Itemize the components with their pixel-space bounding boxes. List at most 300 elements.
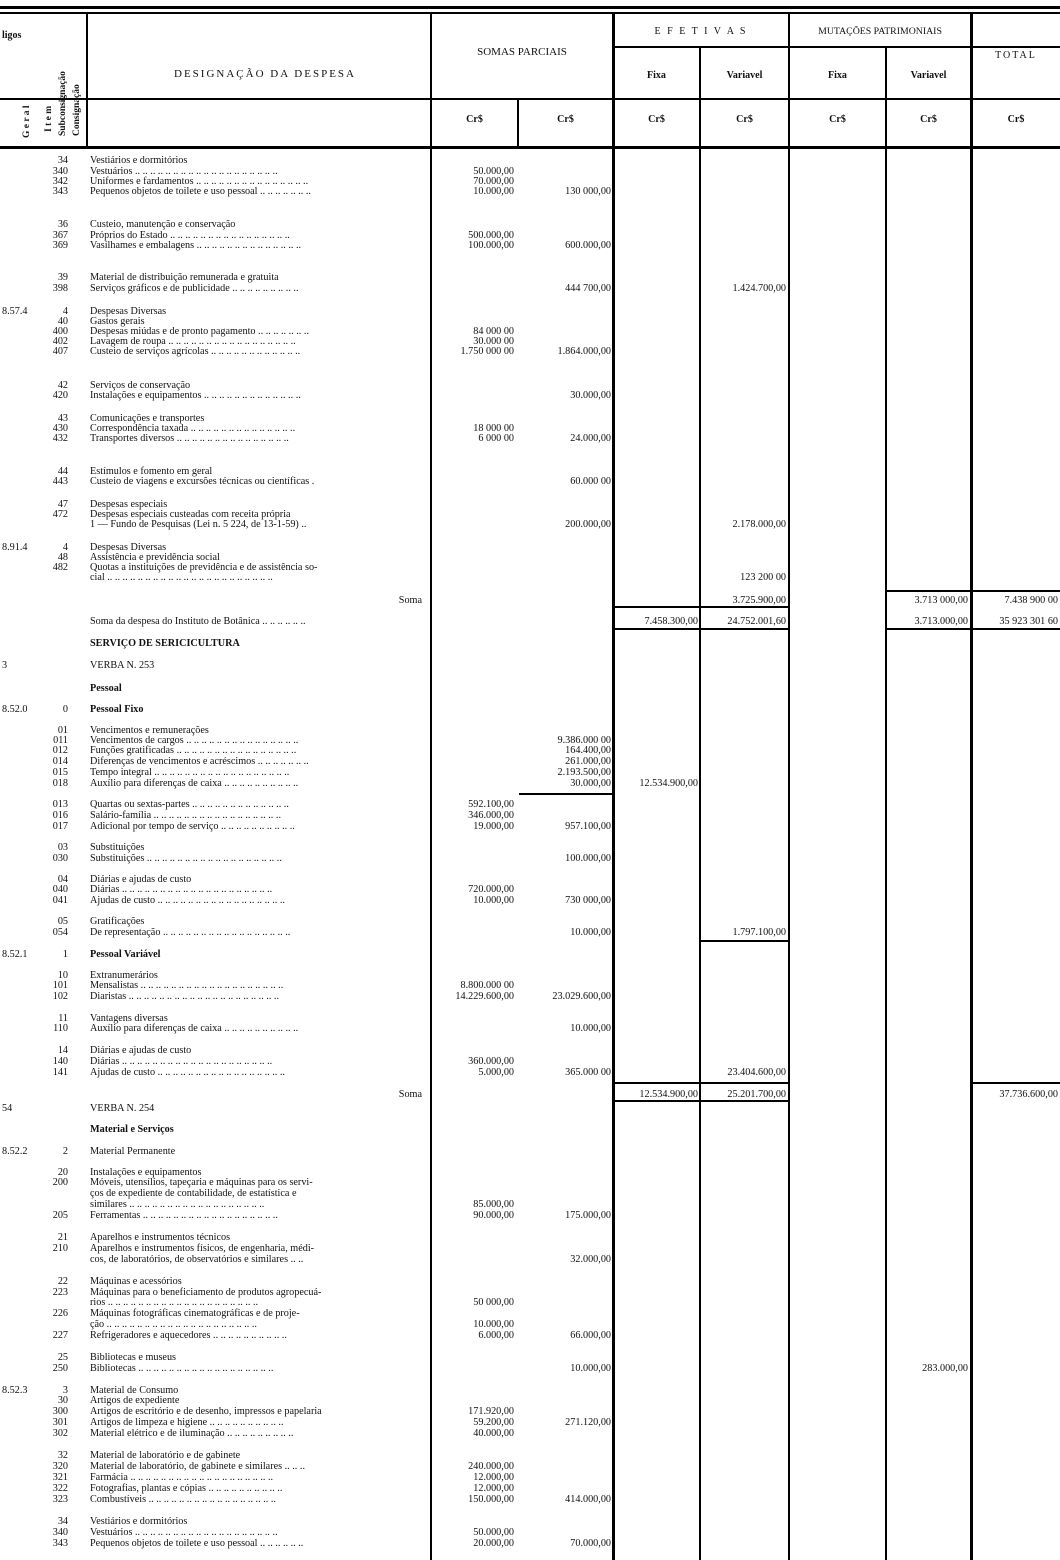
table-row (0, 1188, 1060, 1199)
cell-p2: 32.000,00 (570, 1254, 611, 1265)
cell-desc: Vestiários e dormitórios (90, 155, 188, 166)
cell-desc: Artigos de limpeza e higiene .. .. .. .. .. .. .. .. .. .. (90, 1417, 284, 1428)
table-row (0, 991, 1060, 1002)
header-bottom-border (0, 146, 1060, 149)
table-row (0, 219, 1060, 230)
cell-code: 4 (62, 542, 68, 553)
cell-p2: 23.029.600,00 (552, 991, 611, 1002)
table-row (0, 842, 1060, 853)
cell-code: 04 (57, 874, 68, 885)
cell-code: 407 (52, 346, 68, 357)
codigos-header: ligos (2, 30, 22, 41)
cell-code: 250 (52, 1363, 68, 1374)
cell-right: Soma (398, 1089, 422, 1100)
cell-p1: 85.000,00 (473, 1199, 514, 1210)
cell-ev: 3.725.900,00 (732, 595, 786, 606)
cell-code: 054 (52, 927, 68, 938)
cell-code: 367 (52, 230, 68, 241)
cell-code: 321 (52, 1472, 68, 1483)
cell-geral: 8.52.2 (2, 1146, 28, 1157)
cell-p2: 271.120,00 (565, 1417, 611, 1428)
table-row (0, 240, 1060, 251)
cell-code: 014 (52, 756, 68, 767)
cell-desc: Despesas especiais (90, 499, 168, 510)
table-row (0, 346, 1060, 357)
cell-p1: 592.100,00 (468, 799, 514, 810)
cell-code: 016 (52, 810, 68, 821)
table-row (0, 476, 1060, 487)
cell-code: 25 (57, 1352, 68, 1363)
table-row (0, 1308, 1060, 1319)
table-row (0, 1276, 1060, 1287)
cell-desc: Funções gratificadas .. .. .. .. .. .. .. .. .. .. .. .. .. .. .. .. (90, 745, 297, 756)
cell-p2: 730 000,00 (565, 895, 611, 906)
table-row (0, 283, 1060, 294)
total-header: TOTAL (995, 50, 1037, 61)
cell-p2: 30.000,00 (570, 778, 611, 789)
top-border-inner (0, 12, 1060, 14)
cell-p1: 500.000,00 (468, 230, 514, 241)
table-row (0, 745, 1060, 756)
cell-desc: Despesas Diversas (90, 542, 167, 553)
cell-p2: 70.000,00 (570, 1538, 611, 1549)
cell-p1: 70.000,00 (473, 176, 514, 187)
cell-p1: 6 000 00 (478, 433, 514, 444)
cell-p1: 240.000,00 (468, 1461, 514, 1472)
cell-code: 42 (57, 380, 68, 391)
table-row (0, 884, 1060, 895)
cell-p2: 30.000,00 (570, 390, 611, 401)
cell-geral: 8.52.1 (2, 949, 28, 960)
table-row (0, 272, 1060, 283)
cell-p1: 20.000,00 (473, 1538, 514, 1549)
table-row (0, 1406, 1060, 1417)
designacao-header: DESIGNAÇÃO DA DESPESA (174, 68, 356, 80)
cell-desc: Substituições .. .. .. .. .. .. .. .. .. .. .. .. .. .. .. .. .. .. (90, 853, 282, 864)
cell-desc: Estímulos e fomento em geral (90, 466, 213, 477)
cell-desc: Comunicações e transportes (90, 413, 205, 424)
cell-p1: 50.000,00 (473, 166, 514, 177)
cell-desc: Assistência e previdência social (90, 552, 220, 563)
cell-desc: Pequenos objetos de toilete e uso pessoal .. .. .. .. .. .. .. (90, 186, 311, 197)
table-row (0, 1199, 1060, 1210)
cell-code: 140 (52, 1056, 68, 1067)
table-row (0, 1330, 1060, 1341)
cell-desc: cos, de laboratórios, de observatórios e similares .. .. (90, 1254, 304, 1265)
table-row (0, 638, 1060, 649)
cell-ev: 24.752.001,60 (727, 616, 786, 627)
cell-mv: 283.000,00 (922, 1363, 968, 1374)
cell-code: 030 (52, 853, 68, 864)
cell-p2: 2.193.500,00 (557, 767, 611, 778)
cell-code: 05 (57, 916, 68, 927)
cell-code: 343 (52, 1538, 68, 1549)
cell-desc: Instalações e equipamentos (90, 1167, 202, 1178)
cell-desc: 1 — Fundo de Pesquisas (Lei n. 5 224, de 13-1-59) .. (90, 519, 307, 530)
mutacoes-header: MUTAÇÕES PATRIMONIAIS (818, 26, 942, 37)
efetivas-fixa-header: Fixa (647, 70, 666, 81)
cell-desc: Uniformes e fardamentos .. .. .. .. .. .. .. .. .. .. .. .. .. .. .. (90, 176, 309, 187)
table-row (0, 572, 1060, 583)
cell-desc: Material elétrico e de iluminação .. .. .. .. .. .. .. .. .. (90, 1428, 294, 1439)
cell-desc: Auxílio para diferenças de caixa .. .. .. .. .. .. .. .. .. .. (90, 1023, 299, 1034)
cell-desc: Pessoal (90, 683, 122, 694)
cell-p1: 360.000,00 (468, 1056, 514, 1067)
geral-header: G e r a l (22, 105, 32, 138)
cell-p2: 10.000,00 (570, 1023, 611, 1034)
cell-p1: 12.000,00 (473, 1483, 514, 1494)
cell-desc: Custeio de serviços agrícolas .. .. .. .. .. .. .. .. .. .. .. .. (90, 346, 301, 357)
cell-code: 1 (62, 949, 68, 960)
cell-desc: Fotografias, plantas e cópias .. .. .. .. .. .. .. .. .. .. (90, 1483, 283, 1494)
cell-desc: VERBA N. 254 (90, 1103, 155, 1114)
cell-desc: Material de distribuição remunerada e gratuita (90, 272, 279, 283)
table-row (0, 778, 1060, 789)
cell-p2: 365.000 00 (565, 1067, 611, 1078)
table-row (0, 390, 1060, 401)
top-border (0, 6, 1060, 9)
table-row (0, 756, 1060, 767)
cell-p1: 100.000,00 (468, 240, 514, 251)
cell-code: 017 (52, 821, 68, 832)
currency-mutacoes-fixa: Cr$ (829, 114, 846, 125)
cell-desc: De representação .. .. .. .. .. .. .. .. .. .. .. .. .. .. .. .. .. (90, 927, 291, 938)
cell-code: 48 (57, 552, 68, 563)
cell-code: 012 (52, 745, 68, 756)
cell-desc: Adicional por tempo de serviço .. .. .. .. .. .. .. .. .. .. (90, 821, 295, 832)
cell-ev: 23.404.600,00 (727, 1067, 786, 1078)
table-row (0, 519, 1060, 530)
table-row (0, 1297, 1060, 1308)
sum-rule (612, 1082, 788, 1084)
cell-code: 430 (52, 423, 68, 434)
cell-desc: Diárias e ajudas de custo (90, 1045, 192, 1056)
currency-partial-2: Cr$ (557, 114, 574, 125)
cell-desc: Bibliotecas e museus (90, 1352, 177, 1363)
table-row (0, 1067, 1060, 1078)
cell-desc: Diárias .. .. .. .. .. .. .. .. .. .. .. .. .. .. .. .. .. .. .. .. (90, 884, 273, 895)
table-row (0, 1417, 1060, 1428)
cell-desc: Próprios do Estado .. .. .. .. .. .. .. .. .. .. .. .. .. .. .. .. (90, 230, 290, 241)
cell-code: 323 (52, 1494, 68, 1505)
cell-code: 402 (52, 336, 68, 347)
currency-efetivas-variavel: Cr$ (736, 114, 753, 125)
table-row (0, 1254, 1060, 1265)
cell-desc: Diaristas .. .. .. .. .. .. .. .. .. .. .. .. .. .. .. .. .. .. .. .. (90, 991, 280, 1002)
cell-desc: Farmácia .. .. .. .. .. .. .. .. .. .. .. .. .. .. .. .. .. .. .. (90, 1472, 274, 1483)
table-row (0, 1056, 1060, 1067)
sum-rule (970, 590, 1060, 592)
cell-code: 141 (52, 1067, 68, 1078)
cell-code: 227 (52, 1330, 68, 1341)
cell-desc: Correspondência taxada .. .. .. .. .. .. .. .. .. .. .. .. .. .. (90, 423, 296, 434)
cell-desc: Bibliotecas .. .. .. .. .. .. .. .. .. .. .. .. .. .. .. .. .. .. (90, 1363, 274, 1374)
cell-p1: 10.000,00 (473, 1319, 514, 1330)
cell-code: 40 (57, 316, 68, 327)
sum-rule (970, 628, 1060, 630)
cell-p1: 18 000 00 (473, 423, 514, 434)
cell-code: 210 (52, 1243, 68, 1254)
cell-desc: Aparelhos e instrumentos técnicos (90, 1232, 231, 1243)
cell-p1: 720.000,00 (468, 884, 514, 895)
cell-desc: Tempo integral .. .. .. .. .. .. .. .. .. .. .. .. .. .. .. .. .. .. (90, 767, 290, 778)
cell-code: 301 (52, 1417, 68, 1428)
cell-desc: Material de laboratório, de gabinete e similares .. .. .. (90, 1461, 305, 1472)
cell-desc: Pessoal Fixo (90, 704, 144, 715)
table-row (0, 916, 1060, 927)
cell-geral: 8.52.3 (2, 1385, 28, 1396)
cell-total: 7.438 900 00 (1004, 595, 1058, 606)
table-row (0, 683, 1060, 694)
consignacao-header: Consignação (72, 84, 82, 136)
cell-p1: 6.000,00 (478, 1330, 514, 1341)
cell-p2: 60.000 00 (570, 476, 611, 487)
cell-desc: Pessoal Variável (90, 949, 161, 960)
table-row (0, 980, 1060, 991)
cell-desc: Artigos de expediente (90, 1395, 180, 1406)
cell-p1: 84 000 00 (473, 326, 514, 337)
cell-code: 14 (57, 1045, 68, 1056)
table-row (0, 1516, 1060, 1527)
table-row (0, 186, 1060, 197)
cell-code: 320 (52, 1461, 68, 1472)
somas-parciais-header: SOMAS PARCIAIS (477, 46, 567, 58)
cell-desc: Gratificações (90, 916, 145, 927)
cell-ef: 7.458.300,00 (644, 616, 698, 627)
cell-desc: Serviços de conservação (90, 380, 191, 391)
cell-code: 47 (57, 499, 68, 510)
cell-code: 21 (57, 1232, 68, 1243)
cell-code: 343 (52, 186, 68, 197)
table-row (0, 1395, 1060, 1406)
table-row (0, 949, 1060, 960)
cell-code: 302 (52, 1428, 68, 1439)
cell-ev: 25.201.700,00 (727, 1089, 786, 1100)
efetivas-variavel-header: Variavel (726, 70, 763, 81)
cell-ev: 2.178.000,00 (732, 519, 786, 530)
cell-code: 223 (52, 1287, 68, 1298)
cell-p1: 5.000,00 (478, 1067, 514, 1078)
cell-p1: 10.000,00 (473, 895, 514, 906)
cell-p2: 9.386.000 00 (557, 735, 611, 746)
cell-desc: Vencimentos e remunerações (90, 725, 209, 736)
cell-p2: 130 000,00 (565, 186, 611, 197)
cell-code: 472 (52, 509, 68, 520)
cell-ev: 123 200 00 (740, 572, 786, 583)
cell-code: 03 (57, 842, 68, 853)
cell-code: 20 (57, 1167, 68, 1178)
cell-code: 443 (52, 476, 68, 487)
cell-code: 44 (57, 466, 68, 477)
cell-right: Soma (398, 595, 422, 606)
cell-code: 041 (52, 895, 68, 906)
cell-desc: Máquinas fotográficas cinematográficas e de proje- (90, 1308, 300, 1319)
table-row (0, 1146, 1060, 1157)
table-row (0, 1352, 1060, 1363)
sum-rule (612, 606, 788, 608)
cell-desc: Serviços gráficos e de publicidade .. .. .. .. .. .. .. .. .. (90, 283, 299, 294)
table-row (0, 799, 1060, 810)
table-row (0, 1483, 1060, 1494)
cell-code: 040 (52, 884, 68, 895)
table-row (0, 1124, 1060, 1135)
table-row (0, 810, 1060, 821)
table-row (0, 821, 1060, 832)
cell-code: 015 (52, 767, 68, 778)
cell-desc: Vasilhames e embalagens .. .. .. .. .. .. .. .. .. .. .. .. .. .. (90, 240, 302, 251)
cell-ev: 1.424.700,00 (732, 283, 786, 294)
table-row (0, 660, 1060, 671)
cell-code: 3 (62, 1385, 68, 1396)
cell-p1: 171.920,00 (468, 1406, 514, 1417)
cell-p2: 200.000,00 (565, 519, 611, 530)
cell-code: 369 (52, 240, 68, 251)
cell-code: 340 (52, 166, 68, 177)
currency-partial-1: Cr$ (466, 114, 483, 125)
cell-code: 34 (57, 155, 68, 166)
cell-desc: Lavagem de roupa .. .. .. .. .. .. .. .. .. .. .. .. .. .. .. .. .. (90, 336, 296, 347)
table-row (0, 155, 1060, 166)
cell-p2: 10.000,00 (570, 927, 611, 938)
mutacoes-fixa-header: Fixa (828, 70, 847, 81)
table-row (0, 1023, 1060, 1034)
cell-p1: 8.800.000 00 (460, 980, 514, 991)
cell-desc: Transportes diversos .. .. .. .. .. .. .. .. .. .. .. .. .. .. .. (90, 433, 289, 444)
cell-code: 205 (52, 1210, 68, 1221)
header-currency-divider (0, 98, 1060, 100)
sum-rule (885, 590, 970, 592)
cell-p1: 59.200,00 (473, 1417, 514, 1428)
table-row (0, 1243, 1060, 1254)
cell-code: 101 (52, 980, 68, 991)
table-row (0, 1450, 1060, 1461)
cell-desc: Material de Consumo (90, 1385, 179, 1396)
cell-p1: 40.000,00 (473, 1428, 514, 1439)
cell-desc: Máquinas e acessórios (90, 1276, 182, 1287)
cell-desc: rios .. .. .. .. .. .. .. .. .. .. .. .. .. .. .. .. .. .. .. .. (90, 1297, 259, 1308)
cell-p2: 414.000,00 (565, 1494, 611, 1505)
cell-code: 011 (53, 735, 68, 746)
table-row (0, 1177, 1060, 1188)
sum-rule (612, 1100, 788, 1102)
item-header: I t e m (44, 105, 54, 132)
table-row (0, 616, 1060, 627)
subconsignacao-header: Subconsignação (58, 71, 68, 136)
cell-code: 400 (52, 326, 68, 337)
cell-desc: Vestiários e dormitórios (90, 1516, 188, 1527)
table-row (0, 853, 1060, 864)
cell-desc: Extranumerários (90, 970, 158, 981)
cell-desc: Pequenos objetos de toilete e uso pessoal .. .. .. .. .. .. (90, 1538, 304, 1549)
efetivas-header: E F E T I V A S (654, 26, 748, 37)
cell-p2: 100.000,00 (565, 853, 611, 864)
cell-desc: Material de laboratório e de gabinete (90, 1450, 241, 1461)
cell-code: 102 (52, 991, 68, 1002)
cell-p2: 444 700,00 (565, 283, 611, 294)
cell-desc: Diárias .. .. .. .. .. .. .. .. .. .. .. .. .. .. .. .. .. .. .. .. (90, 1056, 273, 1067)
currency-total: Cr$ (1007, 114, 1025, 125)
cell-code: 0 (62, 704, 68, 715)
cell-p2: 1.864.000,00 (557, 346, 611, 357)
cell-p2: 10.000,00 (570, 1363, 611, 1374)
cell-desc: Salário-família .. .. .. .. .. .. .. .. .. .. .. .. .. .. .. .. .. (90, 810, 281, 821)
cell-code: 110 (53, 1023, 68, 1034)
cell-p2: 261.000,00 (565, 756, 611, 767)
cell-desc: Substituições (90, 842, 145, 853)
cell-desc: ção .. .. .. .. .. .. .. .. .. .. .. .. .. .. .. .. .. .. .. .. (90, 1319, 257, 1330)
cell-code: 43 (57, 413, 68, 424)
cell-desc: Diferenças de vencimentos e acréscimos .. .. .. .. .. .. .. (90, 756, 309, 767)
currency-mutacoes-variavel: Cr$ (920, 114, 937, 125)
cell-p1: 90.000,00 (473, 1210, 514, 1221)
cell-ef: 12.534.900,00 (639, 1089, 698, 1100)
cell-code: 39 (57, 272, 68, 283)
table-row (0, 1089, 1060, 1100)
table-row (0, 1494, 1060, 1505)
sum-rule (612, 628, 788, 630)
cell-p1: 30.000 00 (473, 336, 514, 347)
cell-code: 013 (52, 799, 68, 810)
cell-code: 32 (57, 1450, 68, 1461)
cell-desc: Material Permanente (90, 1146, 176, 1157)
cell-desc: Vencimentos de cargos .. .. .. .. .. .. .. .. .. .. .. .. .. .. .. (90, 735, 299, 746)
cell-code: 10 (57, 970, 68, 981)
table-row (0, 595, 1060, 606)
cell-desc: ços de expediente de contabilidade, de estatística e (90, 1188, 297, 1199)
cell-geral: 54 (2, 1103, 13, 1114)
sum-rule (519, 793, 612, 795)
cell-desc: Quotas a instituições de previdência e de assistência so- (90, 562, 318, 573)
cell-desc: Artigos de escritório e de desenho, impressos e papelaria (90, 1406, 322, 1417)
table-row (0, 1527, 1060, 1538)
cell-desc: Ajudas de custo .. .. .. .. .. .. .. .. .. .. .. .. .. .. .. .. .. (90, 1067, 285, 1078)
cell-code: 018 (52, 778, 68, 789)
cell-desc: Custeio, manutenção e conservação (90, 219, 236, 230)
cell-desc: SERVIÇO DE SERICICULTURA (90, 638, 240, 649)
cell-p1: 50 000,00 (473, 1297, 514, 1308)
table-row (0, 1210, 1060, 1221)
table-row (0, 1103, 1060, 1114)
cell-code: 11 (58, 1013, 68, 1024)
cell-desc: Instalações e equipamentos .. .. .. .. .. .. .. .. .. .. .. .. .. (90, 390, 301, 401)
table-row (0, 433, 1060, 444)
cell-geral: 3 (2, 660, 8, 671)
cell-desc: Quartas ou sextas-partes .. .. .. .. .. .. .. .. .. .. .. .. .. (90, 799, 289, 810)
table-row (0, 1472, 1060, 1483)
cell-p2: 600.000,00 (565, 240, 611, 251)
cell-desc: Auxílio para diferenças de caixa .. .. .. .. .. .. .. .. .. .. (90, 778, 299, 789)
cell-p1: 12.000,00 (473, 1472, 514, 1483)
cell-code: 432 (52, 433, 68, 444)
cell-mv: 3.713.000,00 (914, 616, 968, 627)
cell-total: 35 923 301 60 (999, 616, 1058, 627)
cell-desc: Combustíveis .. .. .. .. .. .. .. .. .. .. .. .. .. .. .. .. .. (90, 1494, 276, 1505)
cell-p2: 957.100,00 (565, 821, 611, 832)
cell-desc: Móveis, utensílios, tapeçaria e máquinas para os servi- (90, 1177, 313, 1188)
cell-mv: 3.713 000,00 (914, 595, 968, 606)
cell-desc: Despesas especiais custeadas com receita própria (90, 509, 291, 520)
cell-desc: Ajudas de custo .. .. .. .. .. .. .. .. .. .. .. .. .. .. .. .. .. (90, 895, 285, 906)
cell-code: 01 (57, 725, 68, 736)
cell-code: 420 (52, 390, 68, 401)
table-row (0, 927, 1060, 938)
table-row (0, 1232, 1060, 1243)
cell-geral: 8.91.4 (2, 542, 28, 553)
cell-code: 398 (52, 283, 68, 294)
cell-p2: 66.000,00 (570, 1330, 611, 1341)
cell-code: 2 (62, 1146, 68, 1157)
cell-desc: Vantagens diversas (90, 1013, 168, 1024)
